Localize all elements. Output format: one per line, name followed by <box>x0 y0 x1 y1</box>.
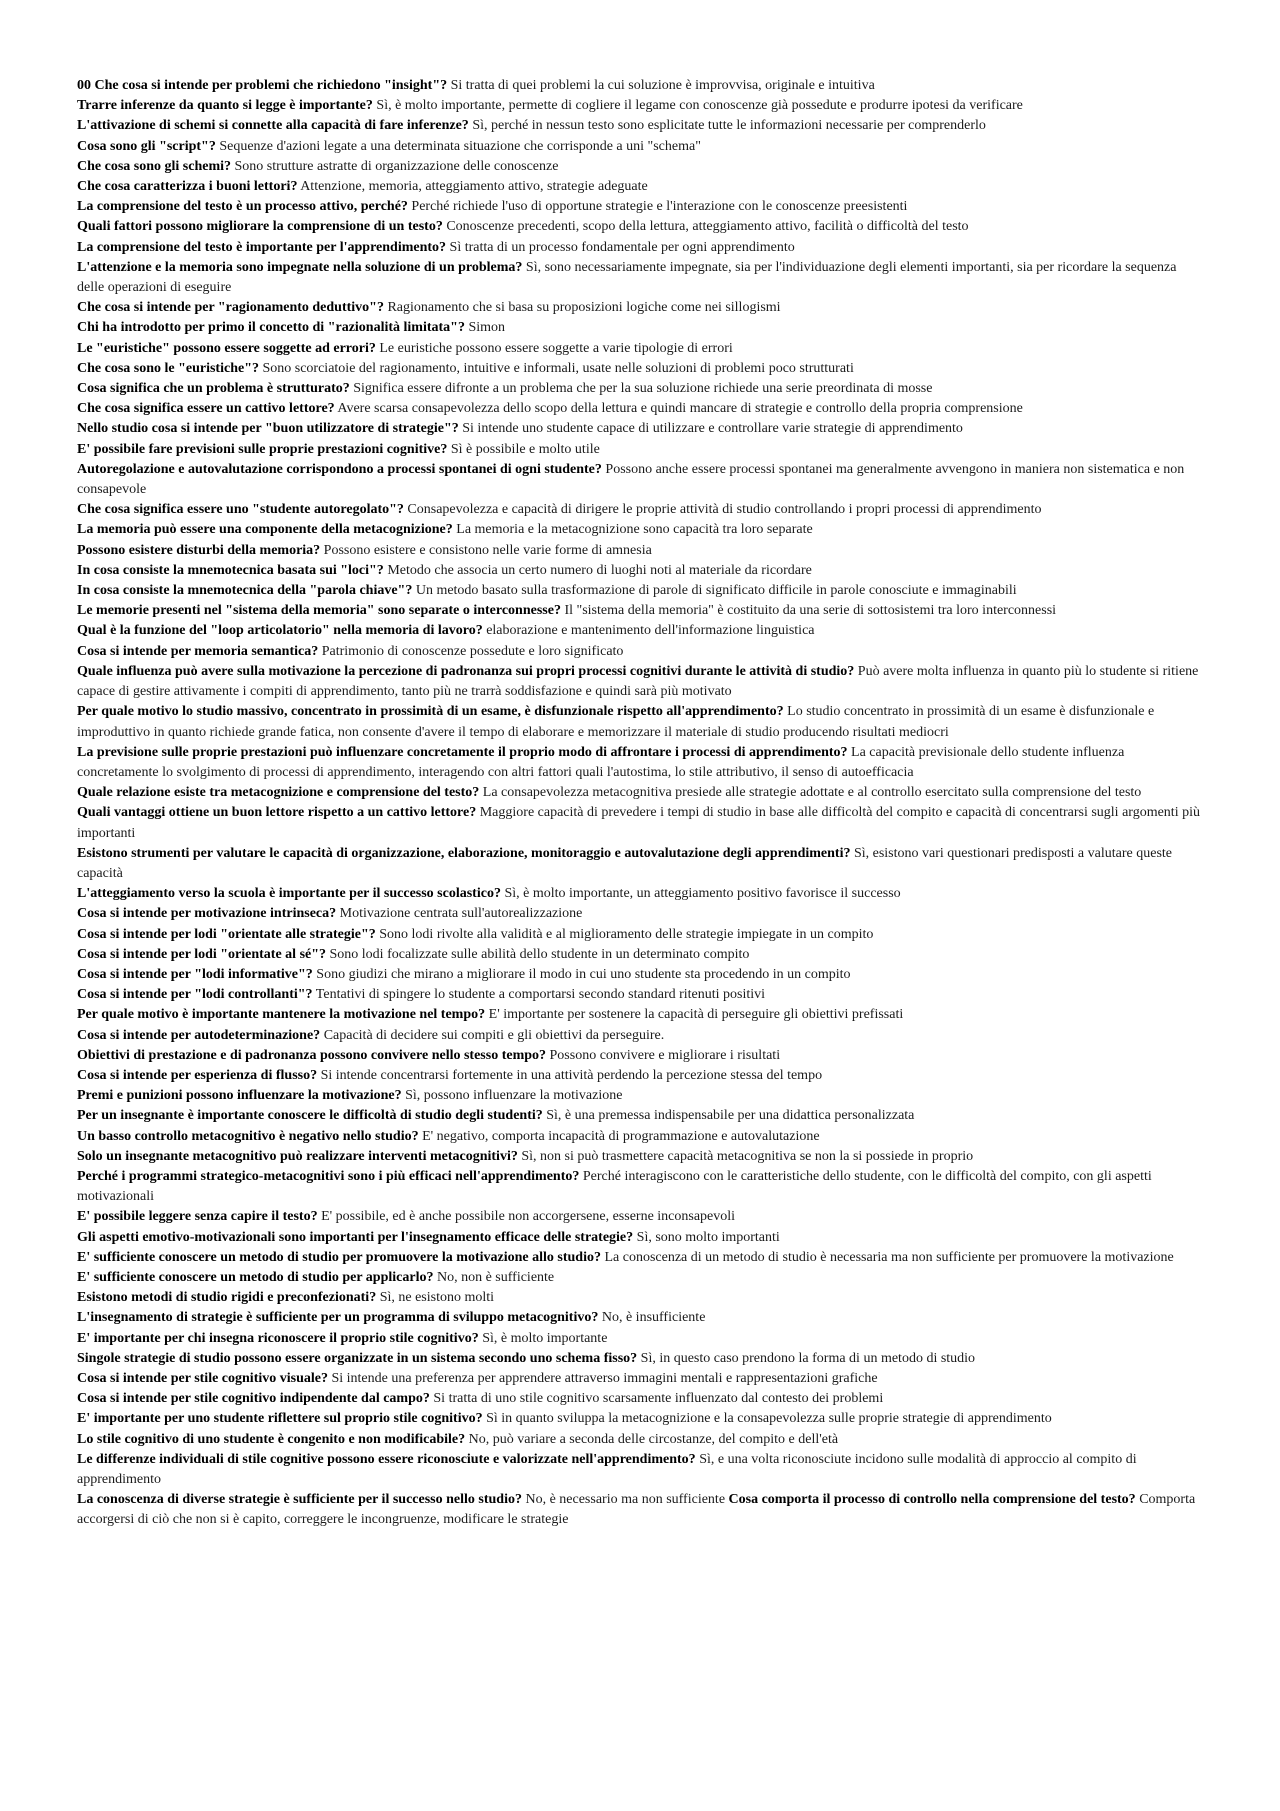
qa-item <box>77 359 1204 379</box>
qa-item <box>77 884 1204 904</box>
question-text: Che cosa caratterizza i buoni lettori? <box>77 179 298 195</box>
answer-text: Il "sistema della memoria" è costituito da una serie di sottosistemi tra loro interconnessi <box>564 603 1057 619</box>
answer-text: Simon <box>468 320 506 336</box>
question-text: Cosa si intende per stile cognitivo indipendente dal campo? <box>77 1391 430 1407</box>
question-text: Che cosa si intende per "ragionamento deduttivo"? <box>77 300 384 316</box>
question-text: Gli aspetti emotivo-motivazionali sono importanti per l'insegnamento efficace delle strategie? <box>77 1229 634 1245</box>
qa-item <box>77 339 1204 359</box>
qa-item <box>77 1086 1204 1106</box>
qa-item <box>77 1167 1204 1207</box>
question-text: Premi e punizioni possono influenzare la motivazione? <box>77 1088 402 1104</box>
question-text: Le memorie presenti nel "sistema della memoria" sono separate o interconnesse? <box>77 603 561 619</box>
qa-item <box>77 561 1204 581</box>
answer-text: elaborazione e mantenimento dell'informazione linguistica <box>486 623 815 639</box>
answer-text: Sequenze d'azioni legate a una determinata situazione che corrisponde a uni "schema" <box>219 138 701 154</box>
question-text: Che cosa sono le "euristiche"? <box>77 360 259 376</box>
qa-item <box>77 440 1204 460</box>
qa-item <box>77 318 1204 338</box>
qa-item <box>77 197 1204 217</box>
qa-item <box>77 1147 1204 1167</box>
question-text: L'attivazione di schemi si connette alla capacità di fare inferenze? <box>77 118 469 134</box>
question-text: Trarre inferenze da quanto si legge è importante? <box>77 98 373 114</box>
answer-text: Sì, in questo caso prendono la forma di un metodo di studio <box>640 1350 976 1366</box>
question-text: Cosa si intende per motivazione intrinseca? <box>77 906 337 922</box>
question-text: L'attenzione e la memoria sono impegnate nella soluzione di un problema? <box>77 259 523 275</box>
answer-text: La consapevolezza metacognitiva presiede alle strategie adottate e al controllo esercitato sulla comprensione del testo <box>482 785 1142 801</box>
question-text: Singole strategie di studio possono essere organizzate in un sistema secondo uno schema fisso? <box>77 1350 638 1366</box>
qa-item <box>77 1430 1204 1450</box>
qa-item <box>77 581 1204 601</box>
qa-item <box>77 1066 1204 1086</box>
answer-text: Sì, ne esistono molti <box>379 1290 495 1306</box>
answer-text: No, è insufficiente <box>601 1310 706 1326</box>
question-text: E' possibile fare previsioni sulle proprie prestazioni cognitive? <box>77 441 448 457</box>
question-text: Esistono strumenti per valutare le capacità di organizzazione, elaborazione, monitoraggio e autovalutazione degli apprendimenti? <box>77 845 851 861</box>
qa-item <box>77 662 1204 702</box>
question-text: Cosa sono gli "script"? <box>77 138 216 154</box>
question-text: Per quale motivo è importante mantenere la motivazione nel tempo? <box>77 1007 486 1023</box>
qa-item <box>77 1106 1204 1126</box>
question-text: Cosa comporta il processo di controllo nella comprensione del testo? <box>728 1492 1136 1508</box>
qa-item <box>77 76 1204 96</box>
answer-text: Capacità di decidere sui compiti e gli obiettivi da perseguire. <box>323 1027 665 1043</box>
qa-item <box>77 1268 1204 1288</box>
qa-item <box>77 1329 1204 1349</box>
answer-text: Sono strutture astratte di organizzazione delle conoscenze <box>234 158 559 174</box>
question-text: Le differenze individuali di stile cognitive possono essere riconosciute e valorizzate nell'apprendimento? <box>77 1451 696 1467</box>
qa-item <box>77 621 1204 641</box>
qa-item <box>77 177 1204 197</box>
question-text: Per quale motivo lo studio massivo, concentrato in prossimità di un esame, è disfunzionale rispetto all'apprendimento? <box>77 704 784 720</box>
answer-text: Sì tratta di un processo fondamentale per ogni apprendimento <box>449 239 795 255</box>
question-text: Quali fattori possono migliorare la comprensione di un testo? <box>77 219 443 235</box>
answer-text: Ragionamento che si basa su proposizioni logiche come nei sillogismi <box>387 300 781 316</box>
qa-item <box>77 985 1204 1005</box>
question-text: E' possibile leggere senza capire il testo? <box>77 1209 318 1225</box>
answer-text: Tentativi di spingere lo studente a comportarsi secondo standard ritenuti positivi <box>315 987 766 1003</box>
qa-item <box>77 904 1204 924</box>
answer-text: E' negativo, comporta incapacità di programmazione e autovalutazione <box>422 1128 820 1144</box>
question-text: Un basso controllo metacognitivo è negativo nello studio? <box>77 1128 419 1144</box>
question-text: Che cosa significa essere uno "studente autoregolato"? <box>77 502 404 518</box>
qa-item <box>77 1005 1204 1025</box>
qa-item <box>77 1369 1204 1389</box>
qa-item <box>77 399 1204 419</box>
answer-text: Avere scarsa consapevolezza dello scopo della lettura e quindi mancare di strategie e controllo della propria comprensione <box>337 401 1023 417</box>
question-text: Cosa significa che un problema è strutturato? <box>77 381 350 397</box>
qa-item <box>77 783 1204 803</box>
question-text: Obiettivi di prestazione e di padronanza possono convivere nello stesso tempo? <box>77 1047 547 1063</box>
qa-item <box>77 945 1204 965</box>
answer-text: Comporta accorgersi di ciò che non si è capito, correggere le incongruenze, modificare le strategie <box>77 1492 1196 1528</box>
answer-text: Patrimonio di conoscenze possedute e loro significato <box>321 643 624 659</box>
question-text: Quale influenza può avere sulla motivazione la percezione di padronanza sui propri processi cognitivi durante le attività di studio? <box>77 663 855 679</box>
answer-text: Sì, è molto importante <box>482 1330 608 1346</box>
answer-text: Perché richiede l'uso di opportune strategie e l'interazione con le conoscenze preesistenti <box>411 199 908 215</box>
question-text: Solo un insegnante metacognitivo può realizzare interventi metacognitivi? <box>77 1148 518 1164</box>
question-text: Cosa si intende per autodeterminazione? <box>77 1027 321 1043</box>
question-text: L'insegnamento di strategie è sufficiente per un programma di sviluppo metacognitivo? <box>77 1310 599 1326</box>
question-text: In cosa consiste la mnemotecnica basata sui "loci"? <box>77 562 384 578</box>
answer-text: Metodo che associa un certo numero di luoghi noti al materiale da ricordare <box>387 562 812 578</box>
qa-item <box>77 702 1204 742</box>
qa-item <box>77 500 1204 520</box>
answer-text: Lo studio concentrato in prossimità di un esame è disfunzionale e improduttivo in quanto richiede grande fatica, non consente d'avere il tempo di elaborare e memorizzare il materiale di studio producendo risultati mediocri <box>77 704 1155 740</box>
question-text: E' importante per uno studente riflettere sul proprio stile cognitivo? <box>77 1411 483 1427</box>
qa-item <box>77 238 1204 258</box>
question-text: E' importante per chi insegna riconoscere il proprio stile cognitivo? <box>77 1330 479 1346</box>
qa-item <box>77 520 1204 540</box>
question-text: Le "euristiche" possono essere soggette ad errori? <box>77 340 376 356</box>
qa-item <box>77 1026 1204 1046</box>
qa-item <box>77 157 1204 177</box>
answer-text: Sì, possono influenzare la motivazione <box>405 1088 623 1104</box>
question-text: La previsione sulle proprie prestazioni può influenzare concretamente il proprio modo di affrontare i processi di apprendimento? <box>77 744 848 760</box>
question-text: La comprensione del testo è importante per l'apprendimento? <box>77 239 447 255</box>
answer-text: Significa essere difronte a un problema che per la sua soluzione richiede una serie preordinata di mosse <box>353 381 933 397</box>
question-text: La conoscenza di diverse strategie è sufficiente per il successo nello studio? <box>77 1492 522 1508</box>
qa-item <box>77 1409 1204 1429</box>
answer-text: Possono convivere e migliorare i risultati <box>549 1047 781 1063</box>
answer-text: Le euristiche possono essere soggette a varie tipologie di errori <box>379 340 733 356</box>
question-text: Nello studio cosa si intende per "buon utilizzatore di strategie"? <box>77 421 459 437</box>
question-text: Che cosa significa essere un cattivo lettore? <box>77 401 335 417</box>
qa-item <box>77 601 1204 621</box>
answer-text: La capacità previsionale dello studente influenza concretamente lo svolgimento di processi di apprendimento, interagendo con altri fattori quali l'autostima, lo stile attributivo, il senso di autoefficacia <box>77 744 1125 780</box>
answer-text: Perché interagiscono con le caratteristiche dello studente, con le difficoltà del compito, con gli aspetti motivazionali <box>77 1168 1152 1205</box>
qa-item <box>77 137 1204 157</box>
answer-text: Sì, sono necessariamente impegnate, sia per l'individuazione degli elementi importanti, sia per ricordare la sequenza delle operazioni di eseguire <box>77 259 1177 296</box>
question-text: Cosa si intende per "lodi controllanti"? <box>77 987 313 1003</box>
qa-item <box>77 1349 1204 1369</box>
question-text: Per un insegnante è importante conoscere le difficoltà di studio degli studenti? <box>77 1108 543 1124</box>
answer-text: No, è necessario ma non sufficiente <box>525 1492 726 1508</box>
qa-item <box>77 1046 1204 1066</box>
question-text: Chi ha introdotto per primo il concetto di "razionalità limitata"? <box>77 320 465 336</box>
question-text: Possono esistere disturbi della memoria? <box>77 542 321 558</box>
answer-text: Sì, esistono vari questionari predisposti a valutare queste capacità <box>77 845 1172 881</box>
qa-item <box>77 1389 1204 1409</box>
qa-item <box>77 844 1204 884</box>
question-text: E' sufficiente conoscere un metodo di studio per promuovere la motivazione allo studio? <box>77 1249 601 1265</box>
question-text: Lo stile cognitivo di uno studente è congenito e non modificabile? <box>77 1431 466 1447</box>
question-text: Quali vantaggi ottiene un buon lettore rispetto a un cattivo lettore? <box>77 805 477 821</box>
qa-item <box>77 217 1204 237</box>
answer-text: La conoscenza di un metodo di studio è necessaria ma non sufficiente per promuovere la motivazione <box>604 1249 1174 1265</box>
answer-text: Sono giudizi che mirano a migliorare il modo in cui uno studente sta procedendo in un compito <box>316 966 851 982</box>
answer-text: Sì è possibile e molto utile <box>450 441 600 457</box>
answer-text: E' importante per sostenere la capacità di perseguire gli obiettivi prefissati <box>488 1007 904 1023</box>
qa-item <box>77 419 1204 439</box>
question-text: L'atteggiamento verso la scuola è importante per il successo scolastico? <box>77 886 501 902</box>
answer-text: Maggiore capacità di prevedere i tempi di studio in base alle difficoltà del compito e capacità di concentrarsi sugli argomenti più importanti <box>77 805 1200 841</box>
qa-item <box>77 116 1204 136</box>
answer-text: Consapevolezza e capacità di dirigere le proprie attività di studio controllando i propri processi di apprendimento <box>407 502 1042 518</box>
question-text: Cosa si intende per lodi "orientate alle strategie"? <box>77 926 376 942</box>
answer-text: No, può variare a seconda delle circostanze, del compito e dell'età <box>468 1431 839 1447</box>
answer-text: Sì in quanto sviluppa la metacognizione e la consapevolezza sulle proprie strategie di apprendimento <box>486 1411 1052 1427</box>
question-text: Quale relazione esiste tra metacognizione e comprensione del testo? <box>77 785 480 801</box>
qa-item <box>77 1207 1204 1227</box>
question-text: Cosa si intende per lodi "orientate al sé"? <box>77 946 326 962</box>
question-text: Cosa si intende per "lodi informative"? <box>77 966 313 982</box>
question-text: 00 Che cosa si intende per problemi che richiedono "insight"? <box>77 78 448 93</box>
answer-text: No, non è sufficiente <box>436 1269 555 1285</box>
answer-text: Può avere molta influenza in quanto più lo studente si ritiene capace di gestire attivamente i compiti di apprendimento, tanto più ne trarrà soddisfazione e quindi sarà più motivato <box>77 663 1199 700</box>
qa-item <box>77 460 1204 500</box>
answer-text: Sono scorciatoie del ragionamento, intuitive e informali, usate nelle soluzioni di problemi poco strutturati <box>262 360 854 376</box>
question-text: Che cosa sono gli schemi? <box>77 158 231 174</box>
answer-text: Sì, è una premessa indispensabile per una didattica personalizzata <box>546 1108 915 1124</box>
answer-text: E' possibile, ed è anche possibile non accorgersene, esserne inconsapevoli <box>321 1209 736 1225</box>
question-text: Qual è la funzione del "loop articolatorio" nella memoria di lavoro? <box>77 623 483 639</box>
qa-item <box>77 965 1204 985</box>
qa-item <box>77 96 1204 116</box>
answer-text: Un metodo basato sulla trasformazione di parole di significato difficile in parole conosciute e immaginabili <box>415 583 1017 599</box>
qa-item <box>77 379 1204 399</box>
answer-text: Si intende uno studente capace di utilizzare e controllare varie strategie di apprendimento <box>462 421 963 437</box>
question-text: Cosa si intende per esperienza di flusso? <box>77 1067 318 1083</box>
answer-text: Sono lodi focalizzate sulle abilità dello studente in un determinato compito <box>329 946 750 962</box>
question-text: In cosa consiste la mnemotecnica della "parola chiave"? <box>77 583 413 599</box>
question-text: Esistono metodi di studio rigidi e preconfezionati? <box>77 1290 377 1306</box>
answer-text: Sono lodi rivolte alla validità e al miglioramento delle strategie impiegate in un compito <box>379 926 874 942</box>
answer-text: Sì, e una volta riconosciute incidono sulle modalità di approccio al compito di apprendimento <box>77 1451 1137 1488</box>
qa-item <box>77 1490 1204 1530</box>
answer-text: Attenzione, memoria, atteggiamento attivo, strategie adeguate <box>300 179 648 195</box>
answer-text: Possono anche essere processi spontanei ma generalmente avvengono in maniera non sistematica e non consapevole <box>77 461 1185 498</box>
qa-item <box>77 541 1204 561</box>
qa-item <box>77 1308 1204 1328</box>
qa-item <box>77 1288 1204 1308</box>
answer-text: Sì, sono molto importanti <box>636 1229 780 1245</box>
question-text: La comprensione del testo è un processo attivo, perché? <box>77 199 408 215</box>
question-text: Autoregolazione e autovalutazione corrispondono a processi spontanei di ogni studente? <box>77 461 602 477</box>
answer-text: Sì, è molto importante, un atteggiamento positivo favorisce il successo <box>504 886 901 902</box>
question-text: La memoria può essere una componente della metacognizione? <box>77 522 453 538</box>
question-text: E' sufficiente conoscere un metodo di studio per applicarlo? <box>77 1269 434 1285</box>
qa-item <box>77 642 1204 662</box>
question-text: Cosa si intende per stile cognitivo visuale? <box>77 1371 328 1386</box>
answer-text: Si tratta di quei problemi la cui soluzione è improvvisa, originale e intuitiva <box>450 78 875 93</box>
qa-item <box>77 1450 1204 1490</box>
answer-text: Sì, non si può trasmettere capacità metacognitiva se non la si possiede in proprio <box>521 1148 974 1164</box>
qa-item <box>77 258 1204 298</box>
answer-text: Si tratta di uno stile cognitivo scarsamente influenzato dal contesto dei problemi <box>433 1391 884 1407</box>
qa-item <box>77 1248 1204 1268</box>
answer-text: Possono esistere e consistono nelle varie forme di amnesia <box>323 542 652 558</box>
qa-item <box>77 743 1204 783</box>
answer-text: Sì, perché in nessun testo sono esplicitate tutte le informazioni necessarie per comprenderlo <box>472 118 986 134</box>
answer-text: La memoria e la metacognizione sono capacità tra loro separate <box>456 522 813 538</box>
question-text: Perché i programmi strategico-metacognitivi sono i più efficaci nell'apprendimento? <box>77 1168 580 1184</box>
qa-item <box>77 1228 1204 1248</box>
qa-item <box>77 925 1204 945</box>
answer-text: Si intende una preferenza per apprendere attraverso immagini mentali e rappresentazioni grafiche <box>331 1371 878 1386</box>
question-text: Cosa si intende per memoria semantica? <box>77 643 319 659</box>
answer-text: Si intende concentrarsi fortemente in una attività perdendo la percezione stessa del tempo <box>320 1067 823 1083</box>
qa-item <box>77 1127 1204 1147</box>
qa-item <box>77 298 1204 318</box>
answer-text: Conoscenze precedenti, scopo della lettura, atteggiamento attivo, facilità o difficoltà del testo <box>446 219 969 235</box>
answer-text: Sì, è molto importante, permette di cogliere il legame con conoscenze già possedute e produrre ipotesi da verificare <box>376 98 1023 114</box>
qa-item <box>77 803 1204 843</box>
answer-text: Motivazione centrata sull'autorealizzazione <box>339 906 583 922</box>
